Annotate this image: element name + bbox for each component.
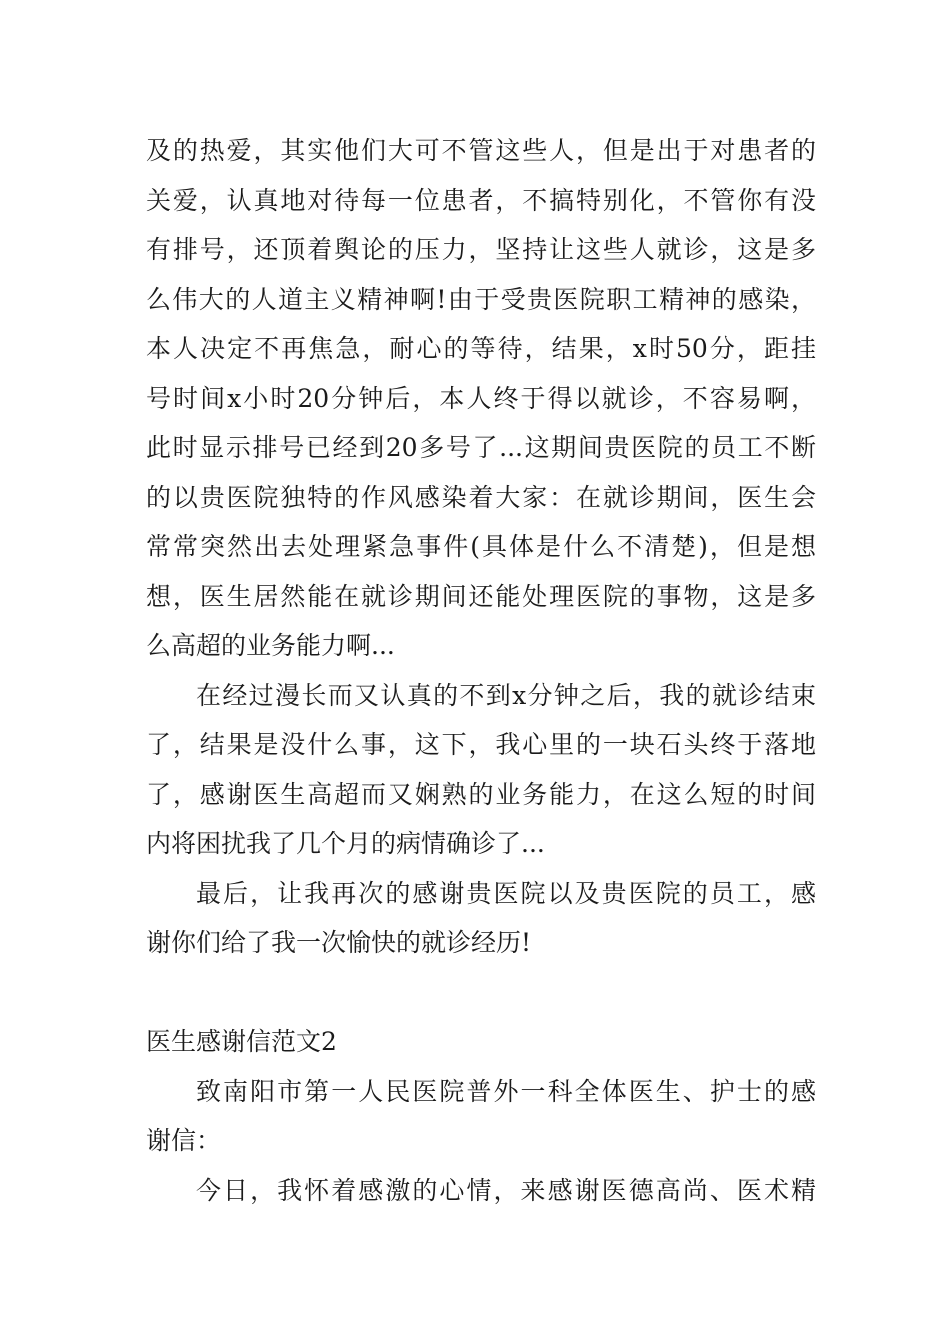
document-body bbox=[146, 126, 816, 1215]
paragraph-gap bbox=[146, 968, 816, 1018]
text-line: 在经过漫长而又认真的不到x分钟之后，我的就诊结束 bbox=[196, 680, 816, 710]
text-line: 么伟大的人道主义精神啊!由于受贵医院职工精神的感染， bbox=[146, 284, 816, 314]
text-line: 谢信： bbox=[146, 1126, 222, 1155]
text-line: 关爱，认真地对待每一位患者，不搞特别化，不管你有没 bbox=[146, 185, 816, 215]
paragraph-2 bbox=[146, 671, 816, 869]
text-line: 本人决定不再焦急，耐心的等待，结果，x时50分，距挂 bbox=[146, 334, 816, 363]
text-line: 此时显示排号已经到20多号了...这期间贵医院的员工不断 bbox=[146, 433, 816, 462]
section-title: 医生感谢信范文2 bbox=[146, 1027, 337, 1056]
text-line: 内将困扰我了几个月的病情确诊了... bbox=[146, 829, 545, 858]
text-line: 了，感谢医生高超而又娴熟的业务能力，在这么短的时间 bbox=[146, 779, 816, 809]
paragraph-5 bbox=[146, 1166, 816, 1216]
text-line: 谢你们给了我一次愉快的就诊经历! bbox=[146, 928, 532, 957]
text-line: 致南阳市第一人民医院普外一科全体医生、护士的感 bbox=[196, 1076, 816, 1106]
text-line: 最后，让我再次的感谢贵医院以及贵医院的员工，感 bbox=[196, 878, 816, 908]
text-line: 么高超的业务能力啊... bbox=[146, 631, 395, 660]
text-line: 及的热爱，其实他们大可不管这些人，但是出于对患者的 bbox=[146, 136, 816, 165]
paragraph-1 bbox=[146, 126, 816, 671]
paragraph-4 bbox=[146, 1067, 816, 1166]
text-line: 今日，我怀着感激的心情，来感谢医德高尚、医术精 bbox=[196, 1175, 816, 1205]
text-line: 了，结果是没什么事，这下，我心里的一块石头终于落地 bbox=[146, 730, 816, 759]
text-line: 有排号，还顶着舆论的压力，坚持让这些人就诊，这是多 bbox=[146, 235, 816, 264]
paragraph-3 bbox=[146, 869, 816, 968]
text-line: 号时间x小时20分钟后，本人终于得以就诊，不容易啊， bbox=[146, 383, 816, 413]
text-line: 的以贵医院独特的作风感染着大家：在就诊期间，医生会 bbox=[146, 482, 816, 512]
text-line: 想，医生居然能在就诊期间还能处理医院的事物，这是多 bbox=[146, 581, 816, 611]
text-line: 常常突然出去处理紧急事件(具体是什么不清楚)，但是想 bbox=[146, 532, 816, 561]
